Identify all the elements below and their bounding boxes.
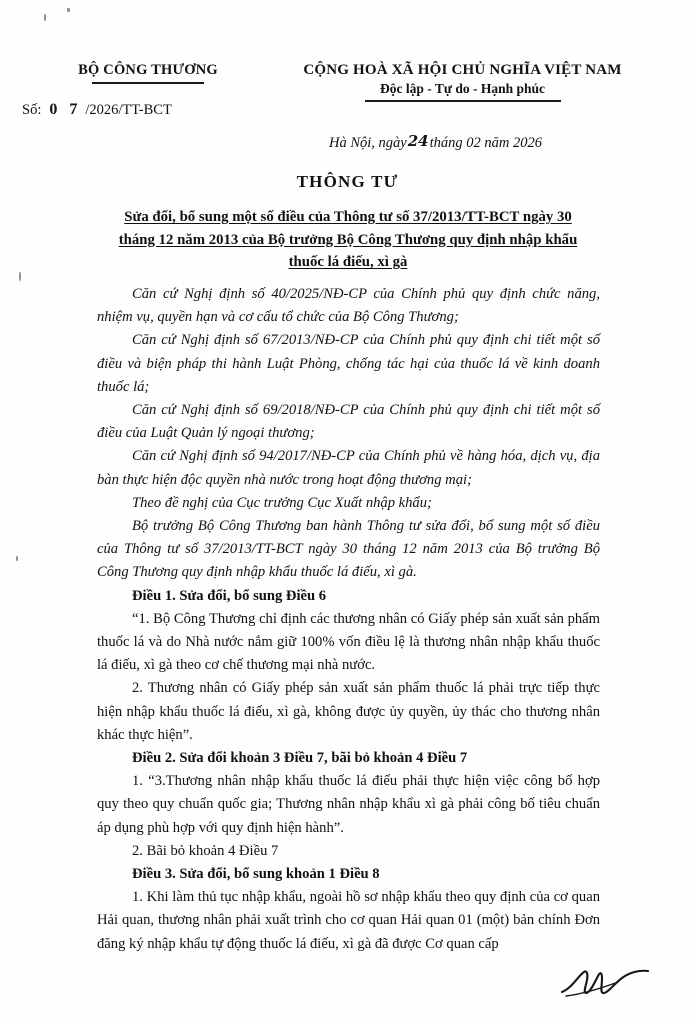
place-and-date [0,133,695,152]
scan-speck [19,272,21,281]
document-number-stamp: 0 7 [49,100,82,118]
preamble-paragraph: Căn cứ Nghị định số 40/2025/NĐ-CP của Chính phủ quy định chức năng, nhiệm vụ, quyền hạn và cơ cấu tổ chức của Bộ Công Thương; [97,286,600,326]
scan-speck [44,14,46,21]
issuing-body-block [0,62,278,119]
document-number [18,101,278,119]
article-heading: Điều 3. Sửa đổi, bổ sung khoản 1 Điều 8 [132,866,380,883]
national-title: CỘNG HOÀ XÃ HỘI CHỦ NGHĨA VIỆT NAM [303,62,622,78]
issuing-body-underline [92,82,204,84]
document-title-line-3: thuốc lá điếu, xì gà [288,254,408,270]
issuing-body-name: BỘ CÔNG THƯƠNG [78,62,218,78]
article-clause: “1. Bộ Công Thương chỉ định các thương nhân có Giấy phép sản xuất sản phẩm thuốc lá và do Nhà nước nắm giữ 100% vốn điều lệ là thương nhân nhập khẩu thuốc lá điếu, xì gà theo cơ chế thương mại nhà nước. [97,610,600,674]
document-subject-title [97,206,599,274]
scan-speck [16,556,18,561]
document-header [0,62,695,119]
article-clause: 1. “3.Thương nhân nhập khẩu thuốc lá điếu phải thực hiện việc công bố hợp quy theo quy chuẩn quốc gia; Thương nhân nhập khẩu xì gà phải công bố tiêu chuẩn áp dụng phù hợp với quy định hiện hành”. [97,773,600,836]
handwritten-signature-icon [556,962,652,1008]
document-number-suffix: /2026/TT-BCT [85,101,172,118]
place-date-suffix: tháng 02 năm 2026 [429,135,542,151]
place-date-prefix: Hà Nội, ngày [329,135,407,151]
preamble-paragraph: Theo đề nghị của Cục trưởng Cục Xuất nhập khẩu; [132,494,432,511]
article-clause: 2. Thương nhân có Giấy phép sản xuất sản phẩm thuốc lá phải trực tiếp thực hiện nhập khẩu thuốc lá điếu, xì gà, không được ủy quyền, ủy thác cho thương nhân khác thực hiện”. [97,680,600,743]
document-type-title: THÔNG TƯ [296,172,399,191]
article-heading: Điều 1. Sửa đổi, bổ sung Điều 6 [132,587,327,604]
preamble-paragraph: Bộ trưởng Bộ Công Thương ban hành Thông tư sửa đổi, bổ sung một số điều của Thông tư số 37/2013/TT-BCT ngày 30 tháng 12 năm 2013 của Bộ trưởng Bộ Công Thương quy định nhập khẩu thuốc lá điếu, xì gà. [97,518,600,581]
scan-speck [67,8,70,12]
document-title-line-1: Sửa đổi, bổ sung một số điều của Thông tư số 37/2013/TT-BCT ngày 30 [124,209,572,225]
document-body [97,283,600,956]
national-motto-underline [365,100,561,102]
preamble-paragraph: Căn cứ Nghị định số 67/2013/NĐ-CP của Chính phủ quy định chi tiết một số điều và biện pháp thi hành Luật Phòng, chống tác hại của thuốc lá về kinh doanh thuốc lá; [97,332,600,395]
article-clause: 1. Khi làm thủ tục nhập khẩu, ngoài hồ sơ nhập khẩu theo quy định của cơ quan Hải quan, thương nhân phải xuất trình cho cơ quan Hải quan 01 (một) bản chính Đơn đăng ký nhập khẩu tự động thuốc lá điếu, xì gà đã được Cơ quan cấp [97,889,600,952]
preamble-paragraph: Căn cứ Nghị định số 94/2017/NĐ-CP của Chính phủ về hàng hóa, dịch vụ, địa bàn thực hiện độc quyền nhà nước trong hoạt động thương mại; [97,448,600,488]
document-number-label: Số: [22,101,42,118]
document-title-line-2: tháng 12 năm 2013 của Bộ trưởng Bộ Công Thương quy định nhập khẩu [118,231,578,248]
national-heading-block [278,62,695,102]
national-motto: Độc lập - Tự do - Hạnh phúc [379,81,546,96]
preamble-paragraph: Căn cứ Nghị định số 69/2018/NĐ-CP của Chính phủ quy định chi tiết một số điều của Luật Quản lý ngoại thương; [97,402,600,442]
article-heading: Điều 2. Sửa đổi khoản 3 Điều 7, bãi bỏ khoản 4 Điều 7 [132,750,468,767]
handwritten-day: 24 [407,132,429,150]
article-clause: 2. Bãi bỏ khoản 4 Điều 7 [132,842,279,859]
